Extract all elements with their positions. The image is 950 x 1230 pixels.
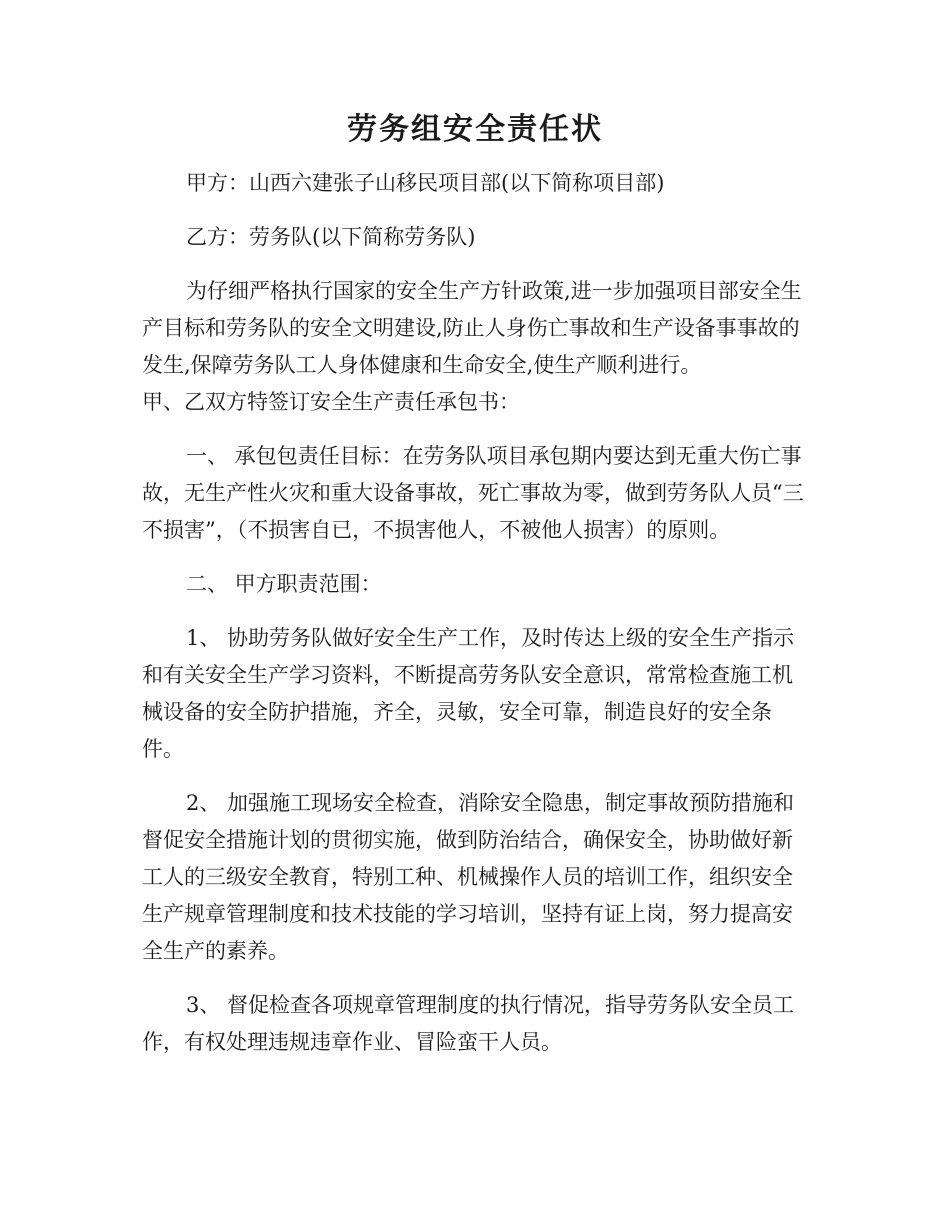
party-b: 乙方：劳务队(以下简称劳务队) [186, 225, 476, 249]
item-3-paragraph: 3、 督促检查各项规章管理制度的执行情况，指导劳务队安全员工作，有权处理违规违章作业、冒险蛮干人员。 [142, 993, 795, 1054]
preamble-paragraph: 为仔细严格执行国家的安全生产方针政策,进一步加强项目部安全生产目标和劳务队的安全文明建设,防止人身伤亡事故和生产设备事事故的发生,保障劳务队工人身体健康和生命安全,使生产顺利进行。 [142, 279, 802, 377]
party-a: 甲方：山西六建张子山移民项目部(以下简称项目部) [186, 171, 665, 195]
section-2-heading: 二、 甲方职责范围： [186, 572, 382, 596]
item-1-paragraph: 1、 协助劳务队做好安全生产工作，及时传达上级的安全生产指示和有关安全生产学习资料，不断提高劳务队安全意识，常常检查施工机械设备的安全防护措施，齐全，灵敏，安全可靠，制造良好的安全条件。 [142, 626, 795, 761]
item-2-paragraph: 2、 加强施工现场安全检查，消除安全隐患，制定事故预防措施和督促安全措施计划的贯彻实施，做到防治结合，确保安全，协助做好新工人的三级安全教育，特别工种、机械操作人员的培训工作，组织安全生产规章管理制度和技术技能的学习培训，坚持有证上岗，努力提高安全生产的素养。 [142, 791, 795, 963]
document-title: 劳务组安全责任状 [347, 112, 603, 147]
document-body [142, 165, 810, 1061]
agreement-line: 甲、乙双方特签订安全生产责任承包书： [142, 390, 520, 414]
section-1-paragraph: 一、 承包包责任目标：在劳务队项目承包期内要达到无重大伤亡事故，无生产性火灾和重大设备事故，死亡事故为零，做到劳务队人员“三不损害”，（不损害自已，不损害他人，不被他人损害）的原则。 [142, 444, 804, 542]
